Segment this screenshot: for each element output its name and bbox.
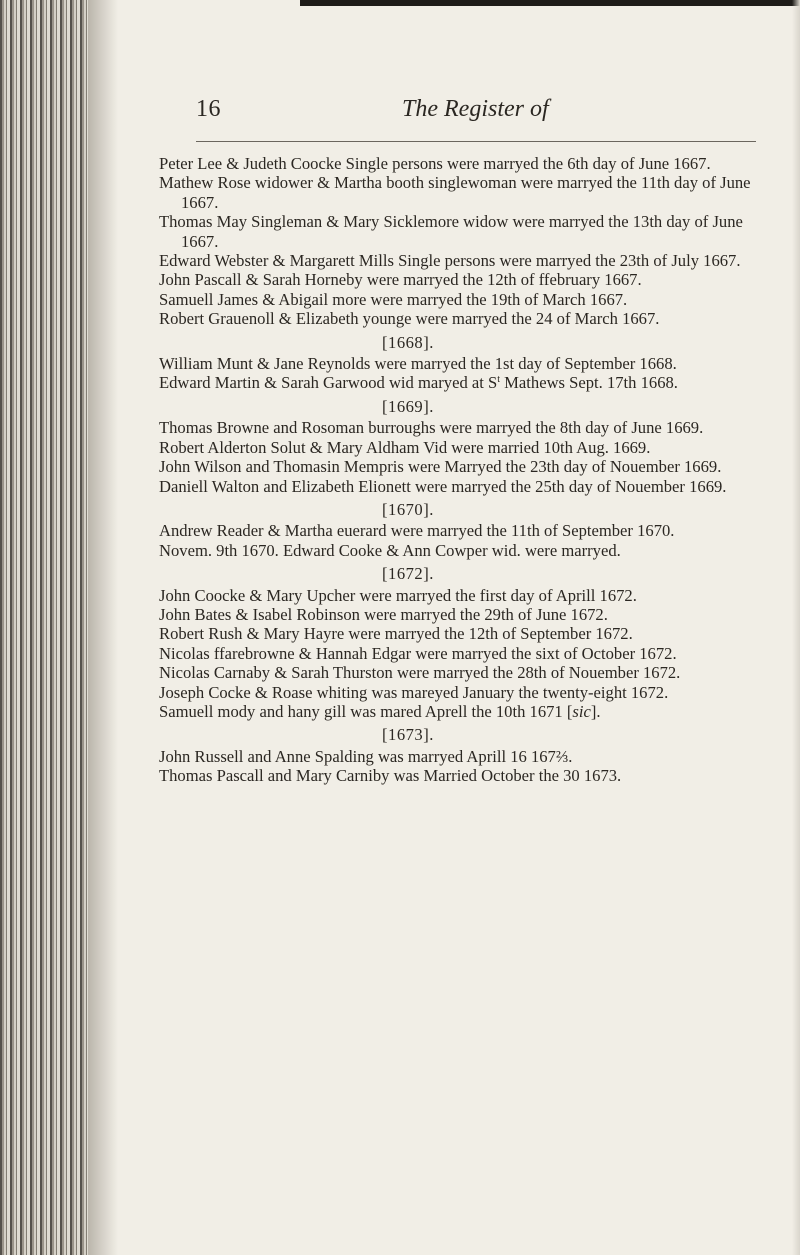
register-entry: Daniell Walton and Elizabeth Elionett were marryed the 25th day of Nouember 1669. bbox=[159, 476, 727, 496]
entry-text: Samuell mody and hany gill was mared Aprell the 10th 1671 [ bbox=[159, 701, 573, 721]
gutter-shadow bbox=[88, 0, 118, 1255]
year-heading: [1669]. bbox=[382, 396, 434, 416]
book-spine-gutter bbox=[0, 0, 88, 1255]
entry-text: ]. bbox=[590, 701, 601, 721]
register-entry: Nicolas ffarebrowne & Hannah Edgar were marryed the sixt of October 1672. bbox=[159, 643, 677, 663]
year-heading: [1673]. bbox=[382, 725, 434, 745]
register-entry: Robert Rush & Mary Hayre were marryed the 12th of September 1672. bbox=[159, 624, 633, 644]
register-entry: Joseph Cocke & Roase whiting was mareyed January the twenty-eight 1672. bbox=[159, 682, 669, 702]
register-entry: Edward Webster & Margarett Mills Single persons were marryed the 23th of July 1667. bbox=[159, 251, 741, 271]
register-entry: John Bates & Isabel Robinson were marryed the 29th of June 1672. bbox=[159, 604, 608, 624]
entry-text: Edward Martin & Sarah Garwood wid maryed at S bbox=[159, 373, 498, 393]
register-entry: Andrew Reader & Martha euerard were marryed the 11th of September 1670. bbox=[159, 521, 675, 541]
page-number: 16 bbox=[196, 96, 221, 122]
running-head-title: The Register of bbox=[402, 96, 549, 122]
register-entry bbox=[159, 702, 769, 721]
page-top-edge bbox=[300, 0, 800, 6]
register-entry: Novem. 9th 1670. Edward Cooke & Ann Cowper wid. were marryed. bbox=[159, 540, 621, 560]
register-entry: Nicolas Carnaby & Sarah Thurston were marryed the 28th of Nouember 1672. bbox=[159, 663, 681, 683]
register-entry: John Russell and Anne Spalding was marryed Aprill 16 167⅔. bbox=[159, 746, 573, 766]
register-entry: Thomas May Singleman & Mary Sicklemore widow were marryed the 13th day of June 1667. bbox=[159, 212, 743, 251]
register-entry: John Coocke & Mary Upcher were marryed the first day of Aprill 1672. bbox=[159, 585, 637, 605]
page-right-edge bbox=[792, 0, 800, 1255]
register-entry: Thomas Browne and Rosoman burroughs were marryed the 8th day of June 1669. bbox=[159, 418, 704, 438]
year-heading: [1668]. bbox=[382, 332, 434, 352]
register-entries bbox=[159, 154, 769, 786]
register-entry: John Wilson and Thomasin Mempris were Marryed the 23th day of Nouember 1669. bbox=[159, 457, 722, 477]
register-entry: John Pascall & Sarah Horneby were marryed the 12th of ffebruary 1667. bbox=[159, 270, 642, 290]
register-entry: Mathew Rose widower & Martha booth singlewoman were marryed the 11th day of June 1667. bbox=[159, 173, 751, 212]
header-rule bbox=[196, 141, 756, 142]
register-entry: William Munt & Jane Reynolds were marryed the 1st day of September 1668. bbox=[159, 354, 677, 374]
register-entry: Thomas Pascall and Mary Carniby was Married October the 30 1673. bbox=[159, 766, 622, 786]
year-heading: [1670]. bbox=[382, 499, 434, 519]
year-heading: [1672]. bbox=[382, 564, 434, 584]
entry-text: Mathews Sept. 17th 1668. bbox=[500, 373, 678, 393]
register-entry: Robert Alderton Solut & Mary Aldham Vid were married 10th Aug. 1669. bbox=[159, 437, 651, 457]
register-entry: Samuell James & Abigail more were marryed the 19th of March 1667. bbox=[159, 289, 628, 309]
register-entry bbox=[159, 373, 769, 392]
register-entry: Peter Lee & Judeth Coocke Single persons were marryed the 6th day of June 1667. bbox=[159, 154, 711, 173]
sic-note: sic bbox=[572, 701, 591, 721]
page-header bbox=[196, 96, 756, 130]
superscript: t bbox=[497, 374, 501, 386]
register-entry: Robert Grauenoll & Elizabeth younge were marryed the 24 of March 1667. bbox=[159, 309, 660, 329]
